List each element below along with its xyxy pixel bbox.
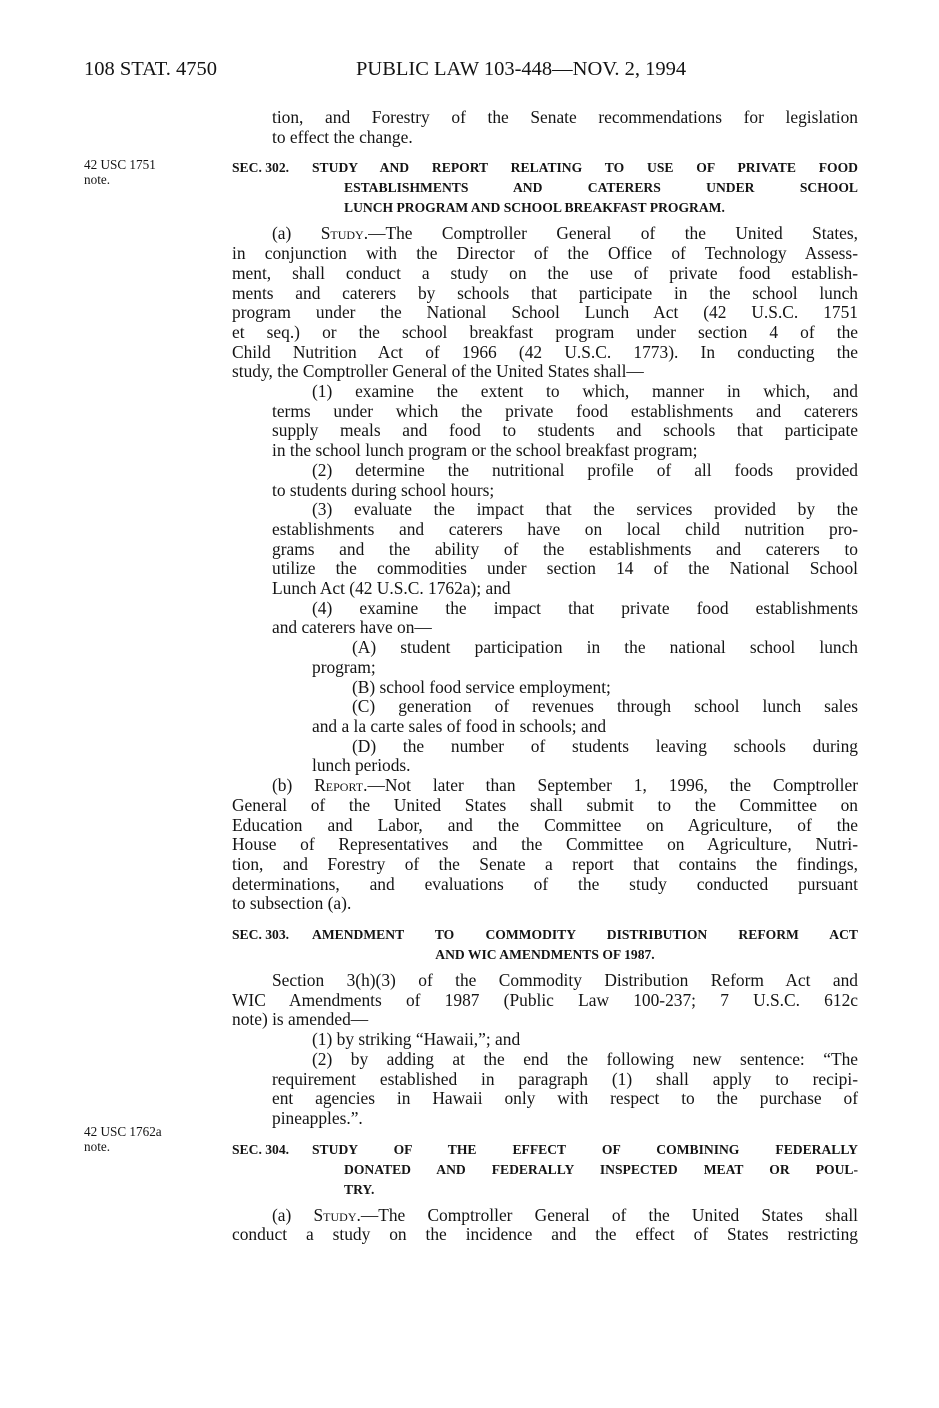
paragraph-4: (4) examine the impact that private food establishments and caterers have on— <box>272 597 858 638</box>
subparagraph-c: (C) generation of revenues through school lunch sales and a la carte sales of food in schools; and <box>312 696 858 736</box>
subsection-heading: Study <box>313 1204 357 1225</box>
section-title: STUDY OF THE EFFECT OF COMBINING FEDERALLY <box>312 1141 858 1157</box>
subsection-heading: Study <box>320 223 364 244</box>
continued-paragraph: tion, and Forestry of the Senate recommendations for legislation to effect the change. <box>272 107 858 147</box>
section-number: SEC. 304. <box>232 1141 290 1157</box>
page-header <box>84 58 864 88</box>
section-302-heading: SEC. 302. STUDY AND REPORT RELATING TO USE OF PRIVATE FOOD ESTABLISHMENTS AND CATERERS UNDER SCHOOL LUNCH PROGRAM AND SCHOOL BREAKFAST PROGRAM. <box>232 160 858 216</box>
margin-note-sec-304: 42 USC 1762a note. <box>84 1124 162 1154</box>
section-303-text: Section 3(h)(3) of the Commodity Distribution Reform Act and WIC Amendments of 1987 (Public Law 100-237; 7 U.S.C. 612c note) is amended— <box>232 970 858 1030</box>
running-head: PUBLIC LAW 103-448—NOV. 2, 1994 <box>356 58 687 80</box>
section-303-heading: SEC. 303. AMENDMENT TO COMMODITY DISTRIBUTION REFORM ACT AND WIC AMENDMENTS OF 1987. <box>232 927 858 963</box>
paragraph-3: (3) evaluate the impact that the services provided by the establishments and caterers have on local child nutrition pro- grams and the ability of the establishments and caterers to utilize the commodities under section 14 of the National School Lunch Act (42 U.S.C. 1762a); and <box>272 499 858 599</box>
subsection-heading: Report <box>314 775 364 796</box>
margin-note-sec-302: 42 USC 1751 note. <box>84 157 156 187</box>
section-304-subsection-a: (a) Study.—The Comptroller General of the United States shall conduct a study on the incidence and the effect of States restricting <box>232 1204 858 1245</box>
statute-page-number: 108 STAT. 4750 <box>84 58 217 80</box>
subparagraph-a: (A) student participation in the national school lunch program; <box>312 637 858 677</box>
paragraph-2: (2) determine the nutritional profile of all foods provided to students during school hours; <box>272 459 858 500</box>
section-title: STUDY AND REPORT RELATING TO USE OF PRIVATE FOOD <box>312 160 858 176</box>
section-303-paragraph-2: (2) by adding at the end the following new sentence: “The requirement established in paragraph (1) shall apply to recipi- ent agencies in Hawaii only with respect to the purchase of pineapples.”. <box>272 1048 858 1128</box>
section-302-subsection-b: (b) Report.—Not later than September 1, 1996, the Comptroller General of the United States shall submit to the Committee on Education and Labor, and the Committee on Agriculture, of the House of Representatives and the Committee on Agriculture, Nutri- tion, and Forestry of the Senate a report that contains the findings, determinations, and evaluations of the study conducted pursuant to subsection (a). <box>232 775 858 914</box>
section-number: SEC. 303. <box>232 927 290 943</box>
section-303-paragraph-1: (1) by striking “Hawaii,”; and <box>312 1029 521 1050</box>
subparagraph-b: (B) school food service employment; <box>352 676 611 697</box>
body-text <box>232 108 858 1245</box>
section-number: SEC. 302. <box>232 160 290 176</box>
section-302-subsection-a: (a) Study.—The Comptroller General of the United States, in conjunction with the Director of the Office of Technology Assess- ment, shall conduct a study on the use of private food establish- ments and caterers by schools that participate in the school lunch program under the National School Lunch Act (42 U.S.C. 1751 et seq.) or the school breakfast program under section 4 of the Child Nutrition Act of 1966 (42 U.S.C. 1773). In conducting the study, the Comptroller General of the United States shall— <box>232 223 858 382</box>
subparagraph-d: (D) the number of students leaving schools during lunch periods. <box>312 735 858 776</box>
section-304-heading: SEC. 304. STUDY OF THE EFFECT OF COMBINING FEDERALLY DONATED AND FEDERALLY INSPECTED MEAT OR POUL- TRY. <box>232 1141 858 1197</box>
paragraph-1: (1) examine the extent to which, manner in which, and terms under which the private food establishments and caterers supply meals and food to students and schools that participate in the school lunch program or the school breakfast program; <box>272 381 858 461</box>
section-title: AMENDMENT TO COMMODITY DISTRIBUTION REFORM ACT <box>312 927 858 943</box>
